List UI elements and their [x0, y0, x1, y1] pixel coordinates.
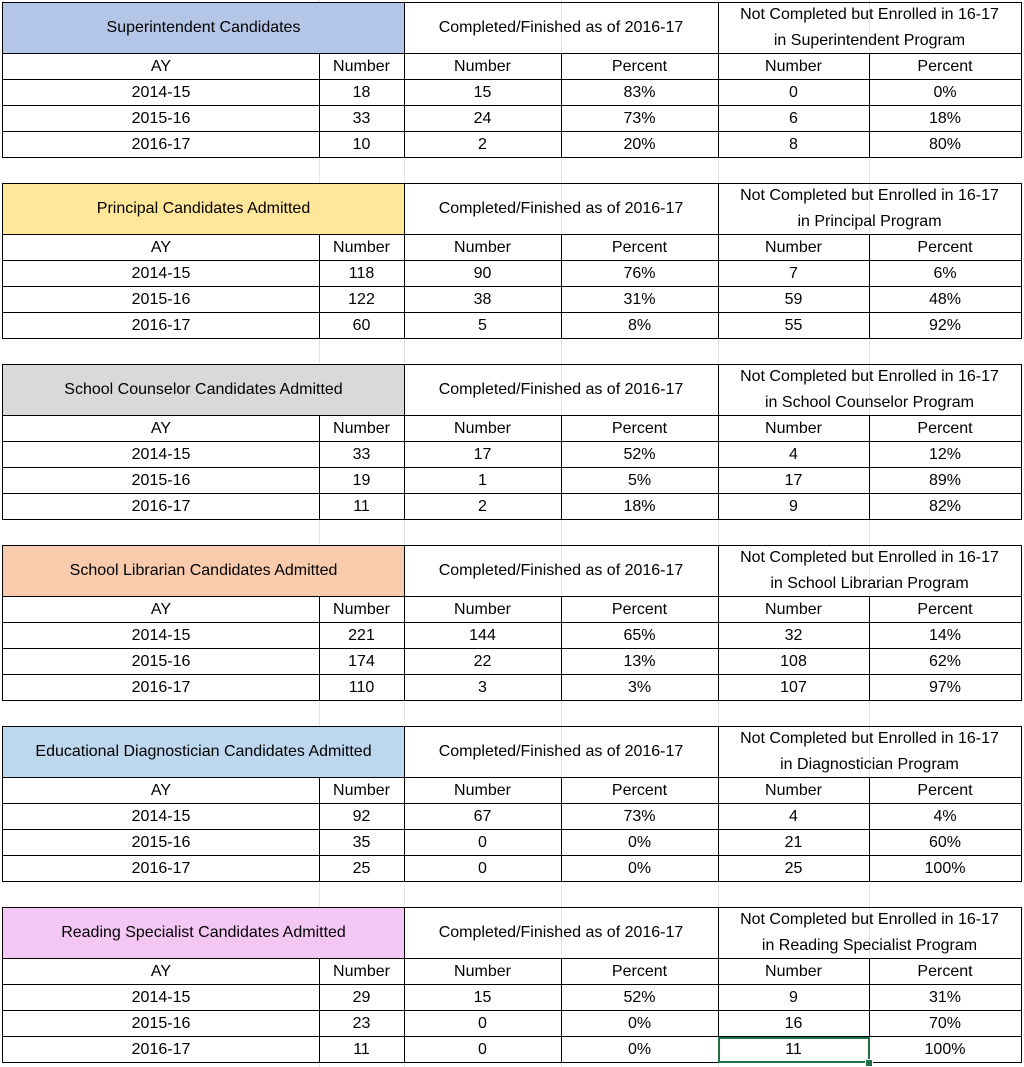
table-cell[interactable]: 23: [319, 1011, 405, 1037]
enrolled-header-line-1: Not Completed but Enrolled in 16-17: [740, 549, 999, 566]
column-header[interactable]: Number: [319, 778, 405, 804]
enrolled-header-line-1: Not Completed but Enrolled in 16-17: [740, 6, 999, 23]
candidate-table-reading: [0, 907, 1022, 1062]
table-cell[interactable]: 31%: [869, 985, 1022, 1011]
table-title[interactable]: School Librarian Candidates Admitted: [2, 545, 405, 597]
table-cell[interactable]: 18: [319, 80, 405, 106]
column-header[interactable]: AY: [2, 959, 320, 985]
table-cell[interactable]: 1: [404, 468, 562, 494]
column-header[interactable]: Number: [404, 54, 562, 80]
table-cell[interactable]: 6%: [869, 261, 1022, 287]
table-cell[interactable]: 62%: [869, 649, 1022, 675]
table-cell[interactable]: 3: [404, 675, 562, 701]
column-header[interactable]: Number: [404, 959, 562, 985]
table-cell[interactable]: 5: [404, 313, 562, 339]
table-cell[interactable]: 73%: [561, 106, 719, 132]
table-cell[interactable]: 221: [319, 623, 405, 649]
column-header[interactable]: Number: [718, 235, 870, 261]
table-cell[interactable]: 9: [718, 494, 870, 520]
table-cell[interactable]: 2015-16: [2, 287, 320, 313]
completed-header[interactable]: Completed/Finished as of 2016-17: [404, 545, 719, 597]
table-cell[interactable]: 2: [404, 132, 562, 158]
enrolled-header-line-2: in Superintendent Program: [773, 32, 966, 49]
table-cell[interactable]: 11: [319, 494, 405, 520]
table-cell[interactable]: 89%: [869, 468, 1022, 494]
column-header[interactable]: Number: [319, 235, 405, 261]
table-cell[interactable]: 70%: [869, 1011, 1022, 1037]
table-cell[interactable]: 32: [718, 623, 870, 649]
column-header[interactable]: Percent: [561, 959, 719, 985]
enrolled-header[interactable]: [718, 545, 1022, 597]
completed-header[interactable]: Completed/Finished as of 2016-17: [404, 183, 719, 235]
table-cell[interactable]: 35: [319, 830, 405, 856]
table-title[interactable]: School Counselor Candidates Admitted: [2, 364, 405, 416]
column-header[interactable]: Number: [718, 416, 870, 442]
column-header[interactable]: Percent: [869, 597, 1022, 623]
table-cell[interactable]: 2016-17: [2, 675, 320, 701]
table-cell[interactable]: 108: [718, 649, 870, 675]
table-cell[interactable]: 73%: [561, 804, 719, 830]
table-cell[interactable]: 9: [718, 985, 870, 1011]
table-cell[interactable]: 3%: [561, 675, 719, 701]
table-cell[interactable]: 2015-16: [2, 106, 320, 132]
table-title[interactable]: Superintendent Candidates: [2, 2, 405, 54]
column-header[interactable]: AY: [2, 416, 320, 442]
table-cell[interactable]: 67: [404, 804, 562, 830]
table-cell[interactable]: 2014-15: [2, 623, 320, 649]
column-header[interactable]: Percent: [561, 54, 719, 80]
column-header[interactable]: Number: [319, 416, 405, 442]
enrolled-header-line-2: in School Counselor Program: [765, 394, 974, 411]
table-cell[interactable]: 2016-17: [2, 1037, 320, 1063]
column-header[interactable]: AY: [2, 235, 320, 261]
column-header[interactable]: Number: [404, 597, 562, 623]
table-cell[interactable]: 4: [718, 804, 870, 830]
column-header[interactable]: Percent: [869, 235, 1022, 261]
column-header[interactable]: Number: [404, 778, 562, 804]
table-cell[interactable]: 90: [404, 261, 562, 287]
enrolled-header-line-2: in School Librarian Program: [770, 575, 969, 592]
enrolled-header[interactable]: [718, 726, 1022, 778]
table-cell[interactable]: 15: [404, 985, 562, 1011]
table-cell[interactable]: 0: [404, 1037, 562, 1063]
table-cell[interactable]: 10: [319, 132, 405, 158]
table-cell[interactable]: 100%: [869, 856, 1022, 882]
enrolled-header-line-1: Not Completed but Enrolled in 16-17: [740, 187, 999, 204]
table-cell[interactable]: 2016-17: [2, 494, 320, 520]
table-cell[interactable]: 2014-15: [2, 804, 320, 830]
table-cell[interactable]: 92: [319, 804, 405, 830]
column-header[interactable]: Percent: [561, 597, 719, 623]
column-header[interactable]: Percent: [561, 416, 719, 442]
table-cell[interactable]: 11: [319, 1037, 405, 1063]
table-cell[interactable]: 174: [319, 649, 405, 675]
table-cell[interactable]: 80%: [869, 132, 1022, 158]
column-header[interactable]: Percent: [561, 235, 719, 261]
enrolled-header[interactable]: [718, 2, 1022, 54]
table-cell[interactable]: 2015-16: [2, 649, 320, 675]
candidate-table-superintendent: [0, 2, 1022, 157]
enrolled-header[interactable]: [718, 364, 1022, 416]
table-cell[interactable]: 2015-16: [2, 830, 320, 856]
enrolled-header-line-2: in Diagnostician Program: [780, 756, 959, 773]
table-cell[interactable]: 122: [319, 287, 405, 313]
table-cell[interactable]: 107: [718, 675, 870, 701]
column-header[interactable]: Percent: [869, 778, 1022, 804]
candidate-table-librarian: [0, 545, 1022, 700]
column-header[interactable]: Number: [718, 597, 870, 623]
table-cell[interactable]: 0: [404, 1011, 562, 1037]
table-cell[interactable]: 2015-16: [2, 1011, 320, 1037]
table-cell[interactable]: 100%: [869, 1037, 1022, 1063]
table-cell[interactable]: 0: [404, 856, 562, 882]
column-header[interactable]: Percent: [869, 959, 1022, 985]
column-header[interactable]: Number: [319, 54, 405, 80]
column-header[interactable]: AY: [2, 597, 320, 623]
table-cell[interactable]: 2016-17: [2, 132, 320, 158]
table-cell[interactable]: 5%: [561, 468, 719, 494]
table-cell[interactable]: 21: [718, 830, 870, 856]
table-title[interactable]: Reading Specialist Candidates Admitted: [2, 907, 405, 959]
table-cell[interactable]: 15: [404, 80, 562, 106]
column-header[interactable]: AY: [2, 778, 320, 804]
table-cell[interactable]: 8: [718, 132, 870, 158]
completed-header[interactable]: Completed/Finished as of 2016-17: [404, 2, 719, 54]
table-cell[interactable]: 13%: [561, 649, 719, 675]
table-cell[interactable]: 25: [319, 856, 405, 882]
table-cell[interactable]: 55: [718, 313, 870, 339]
candidate-table-principal: [0, 183, 1022, 338]
enrolled-header-line-1: Not Completed but Enrolled in 16-17: [740, 911, 999, 928]
table-cell[interactable]: 0: [718, 80, 870, 106]
table-cell[interactable]: 110: [319, 675, 405, 701]
table-cell[interactable]: 0%: [561, 1037, 719, 1063]
table-cell[interactable]: 83%: [561, 80, 719, 106]
table-cell[interactable]: 0%: [561, 1011, 719, 1037]
completed-header[interactable]: Completed/Finished as of 2016-17: [404, 907, 719, 959]
table-cell[interactable]: 2014-15: [2, 985, 320, 1011]
column-header[interactable]: Percent: [869, 54, 1022, 80]
table-cell[interactable]: 0%: [869, 80, 1022, 106]
table-cell[interactable]: 25: [718, 856, 870, 882]
column-header[interactable]: Number: [319, 597, 405, 623]
enrolled-header-line-1: Not Completed but Enrolled in 16-17: [740, 730, 999, 747]
table-cell[interactable]: 24: [404, 106, 562, 132]
candidate-table-counselor: [0, 364, 1022, 519]
table-cell[interactable]: 2015-16: [2, 468, 320, 494]
table-cell[interactable]: 14%: [869, 623, 1022, 649]
table-cell[interactable]: 2016-17: [2, 856, 320, 882]
selected-cell[interactable]: 11: [718, 1037, 870, 1063]
table-cell[interactable]: 6: [718, 106, 870, 132]
enrolled-header-line-1: Not Completed but Enrolled in 16-17: [740, 368, 999, 385]
table-cell[interactable]: 52%: [561, 985, 719, 1011]
table-cell[interactable]: 82%: [869, 494, 1022, 520]
completed-header[interactable]: Completed/Finished as of 2016-17: [404, 364, 719, 416]
table-cell[interactable]: 4%: [869, 804, 1022, 830]
column-header[interactable]: Percent: [869, 416, 1022, 442]
table-cell[interactable]: 18%: [869, 106, 1022, 132]
enrolled-header[interactable]: [718, 183, 1022, 235]
table-cell[interactable]: 22: [404, 649, 562, 675]
table-cell[interactable]: 0: [404, 830, 562, 856]
table-cell[interactable]: 97%: [869, 675, 1022, 701]
table-cell[interactable]: 7: [718, 261, 870, 287]
table-cell[interactable]: 118: [319, 261, 405, 287]
column-header[interactable]: Percent: [561, 778, 719, 804]
enrolled-header-line-2: in Reading Specialist Program: [761, 937, 978, 954]
table-cell[interactable]: 12%: [869, 442, 1022, 468]
table-cell[interactable]: 17: [404, 442, 562, 468]
table-cell[interactable]: 0%: [561, 856, 719, 882]
column-header[interactable]: AY: [2, 54, 320, 80]
column-header[interactable]: Number: [718, 778, 870, 804]
table-cell[interactable]: 2: [404, 494, 562, 520]
table-cell[interactable]: 59: [718, 287, 870, 313]
table-cell[interactable]: 60: [319, 313, 405, 339]
table-cell[interactable]: 31%: [561, 287, 719, 313]
table-cell[interactable]: 48%: [869, 287, 1022, 313]
table-cell[interactable]: 8%: [561, 313, 719, 339]
table-cell[interactable]: 2016-17: [2, 313, 320, 339]
table-cell[interactable]: 2014-15: [2, 442, 320, 468]
table-cell[interactable]: 92%: [869, 313, 1022, 339]
table-cell[interactable]: 76%: [561, 261, 719, 287]
table-cell[interactable]: 19: [319, 468, 405, 494]
table-cell[interactable]: 20%: [561, 132, 719, 158]
table-cell[interactable]: 0%: [561, 830, 719, 856]
table-cell[interactable]: 29: [319, 985, 405, 1011]
enrolled-header-line-2: in Principal Program: [797, 213, 942, 230]
column-header[interactable]: Number: [404, 416, 562, 442]
column-header[interactable]: Number: [718, 54, 870, 80]
column-header[interactable]: Number: [319, 959, 405, 985]
candidate-table-diagnostician: [0, 726, 1022, 881]
table-cell[interactable]: 33: [319, 442, 405, 468]
table-cell[interactable]: 144: [404, 623, 562, 649]
column-header[interactable]: Number: [404, 235, 562, 261]
table-cell[interactable]: 52%: [561, 442, 719, 468]
table-cell[interactable]: 2014-15: [2, 80, 320, 106]
table-cell[interactable]: 2014-15: [2, 261, 320, 287]
table-cell[interactable]: 16: [718, 1011, 870, 1037]
table-cell[interactable]: 65%: [561, 623, 719, 649]
table-cell[interactable]: 33: [319, 106, 405, 132]
table-cell[interactable]: 38: [404, 287, 562, 313]
fill-handle[interactable]: [865, 1059, 873, 1067]
completed-header[interactable]: Completed/Finished as of 2016-17: [404, 726, 719, 778]
table-cell[interactable]: 4: [718, 442, 870, 468]
column-header[interactable]: Number: [718, 959, 870, 985]
table-cell[interactable]: 18%: [561, 494, 719, 520]
table-cell[interactable]: 17: [718, 468, 870, 494]
table-title[interactable]: Principal Candidates Admitted: [2, 183, 405, 235]
enrolled-header[interactable]: [718, 907, 1022, 959]
table-cell[interactable]: 60%: [869, 830, 1022, 856]
table-title[interactable]: Educational Diagnostician Candidates Admitted: [2, 726, 405, 778]
